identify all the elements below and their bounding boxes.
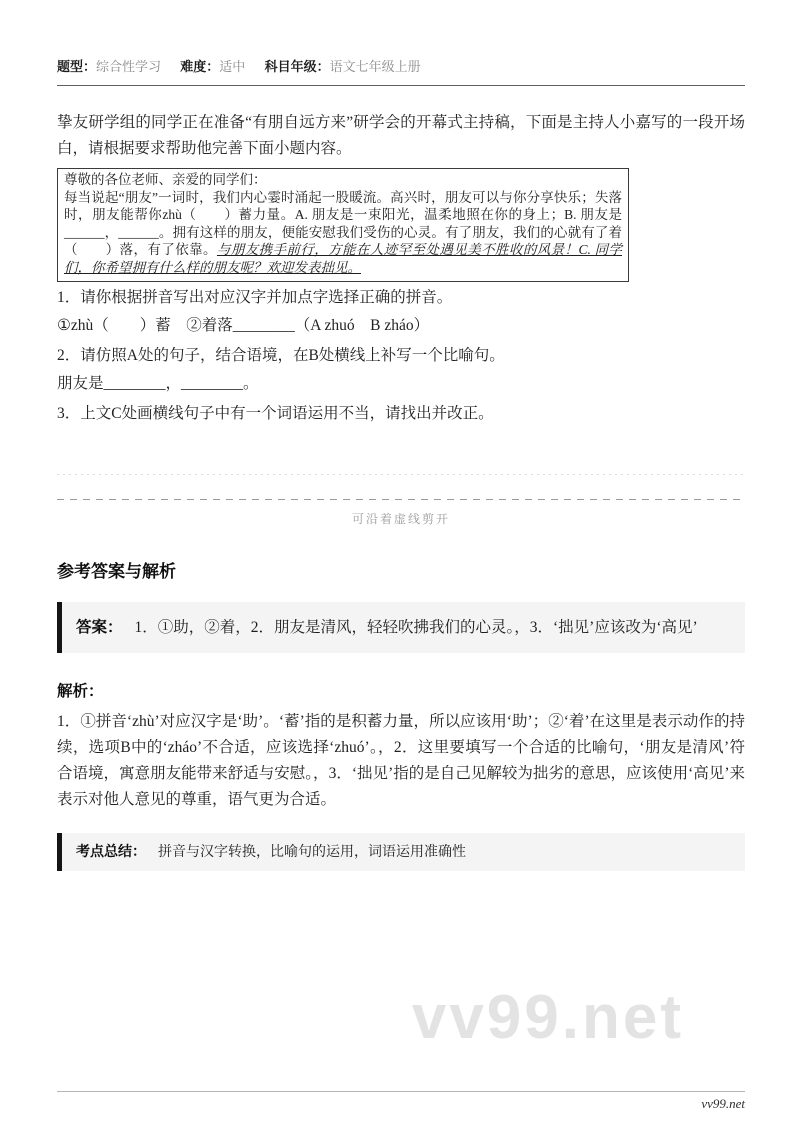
faint-divider [57,474,745,475]
answer-box [57,602,745,653]
passage-body [64,189,622,277]
passage-underlined-sentence: 与朋友携手前行，方能在人迹罕至处遇见美不胜收的风景！C. 同学们，你希望拥有什么样的朋友呢？欢迎发表拙见。 [64,242,623,275]
meta-difficulty [180,59,245,74]
question-1-subline: ①zhù（ ）蓄 ②着落________（A zhuó B zháo） [57,316,430,334]
answers-section-title: 参考答案与解析 [57,561,176,581]
meta-subject-grade-label: 科目年级： [264,59,330,74]
meta-difficulty-label: 难度： [180,59,220,74]
cut-dashed-line [57,499,745,500]
meta-subject-grade [265,59,421,74]
footer-divider [57,1091,745,1092]
question-intro: 挚友研学组的同学正在准备“有朋自远方来”研学会的开幕式主持稿，下面是主持人小嘉写的一段开场白，请根据要求帮助他完善下面小题内容。 [57,114,745,157]
analysis-label: 解析： [57,682,104,700]
footer-site-name: vv99.net [701,1096,745,1111]
question-3-text: 3．上文C处画横线句子中有一个词语运用不当，请找出并改正。 [57,404,494,422]
site-watermark: vv99.net [411,983,684,1052]
summary-text: 拼音与汉字转换，比喻句的运用，词语运用准确性 [158,844,466,860]
question-1-text: 1．请你根据拼音写出对应汉字并加点字选择正确的拼音。 [57,288,453,306]
answer-text: 1．①助，②着，2．朋友是清风，轻轻吹拂我们的心灵。，3．‘拙见’应该改为‘高见’ [134,618,698,636]
question-3 [57,400,745,428]
page-content [57,0,745,871]
question-2-subline: 朋友是________，________。 [57,374,259,392]
passage-box [57,168,629,282]
cut-note: 可沿着虚线剪开 [351,511,450,526]
header-meta [57,56,745,75]
answer-label: 答案： [76,618,123,636]
question-2 [57,342,745,398]
question-1 [57,284,745,340]
summary-box [57,833,745,871]
header-divider [57,85,745,86]
question-2-text: 2．请仿照A处的句子，结合语境，在B处横线上补写一个比喻句。 [57,346,505,364]
summary-label: 考点总结： [76,842,146,859]
passage-text: 每当说起“朋友”一词时，我们内心霎时涌起一股暖流。高兴时，朋友可以与你分享快乐；失落时，朋友能帮你zhù（ ）蓄力量。A. 朋友是一束阳光，温柔地照在你的身上；B. 朋友是______，______。拥有这样的朋友，便能安慰我们受伤的心灵。有了朋友，我们的心就有了着（ ）落，有了依靠。 [64,189,622,258]
analysis-text: 1．①拼音‘zhù’对应汉字是‘助’。‘蓄’指的是积蓄力量，所以应该用‘助’；②‘着’在这里是表示动作的持续，选项B中的‘zháo’不合适，应该选择‘zhuó’。，2．这里要填写一个合适的比喻句，‘朋友是清风’符合语境，寓意朋友能带来舒适与安慰。，3．‘拙见’指的是自己见解较为拙劣的意思，应该使用‘高见’来表示对他人意见的尊重，语气更为合适。 [57,712,745,808]
meta-difficulty-value: 适中 [219,59,246,74]
meta-subject-grade-value: 语文七年级上册 [329,59,421,74]
meta-question-type-value: 综合性学习 [96,59,162,74]
meta-question-type-label: 题型： [57,59,97,74]
passage-salutation: 尊敬的各位老师、亲爱的同学们： [64,172,267,187]
meta-question-type [57,59,161,74]
